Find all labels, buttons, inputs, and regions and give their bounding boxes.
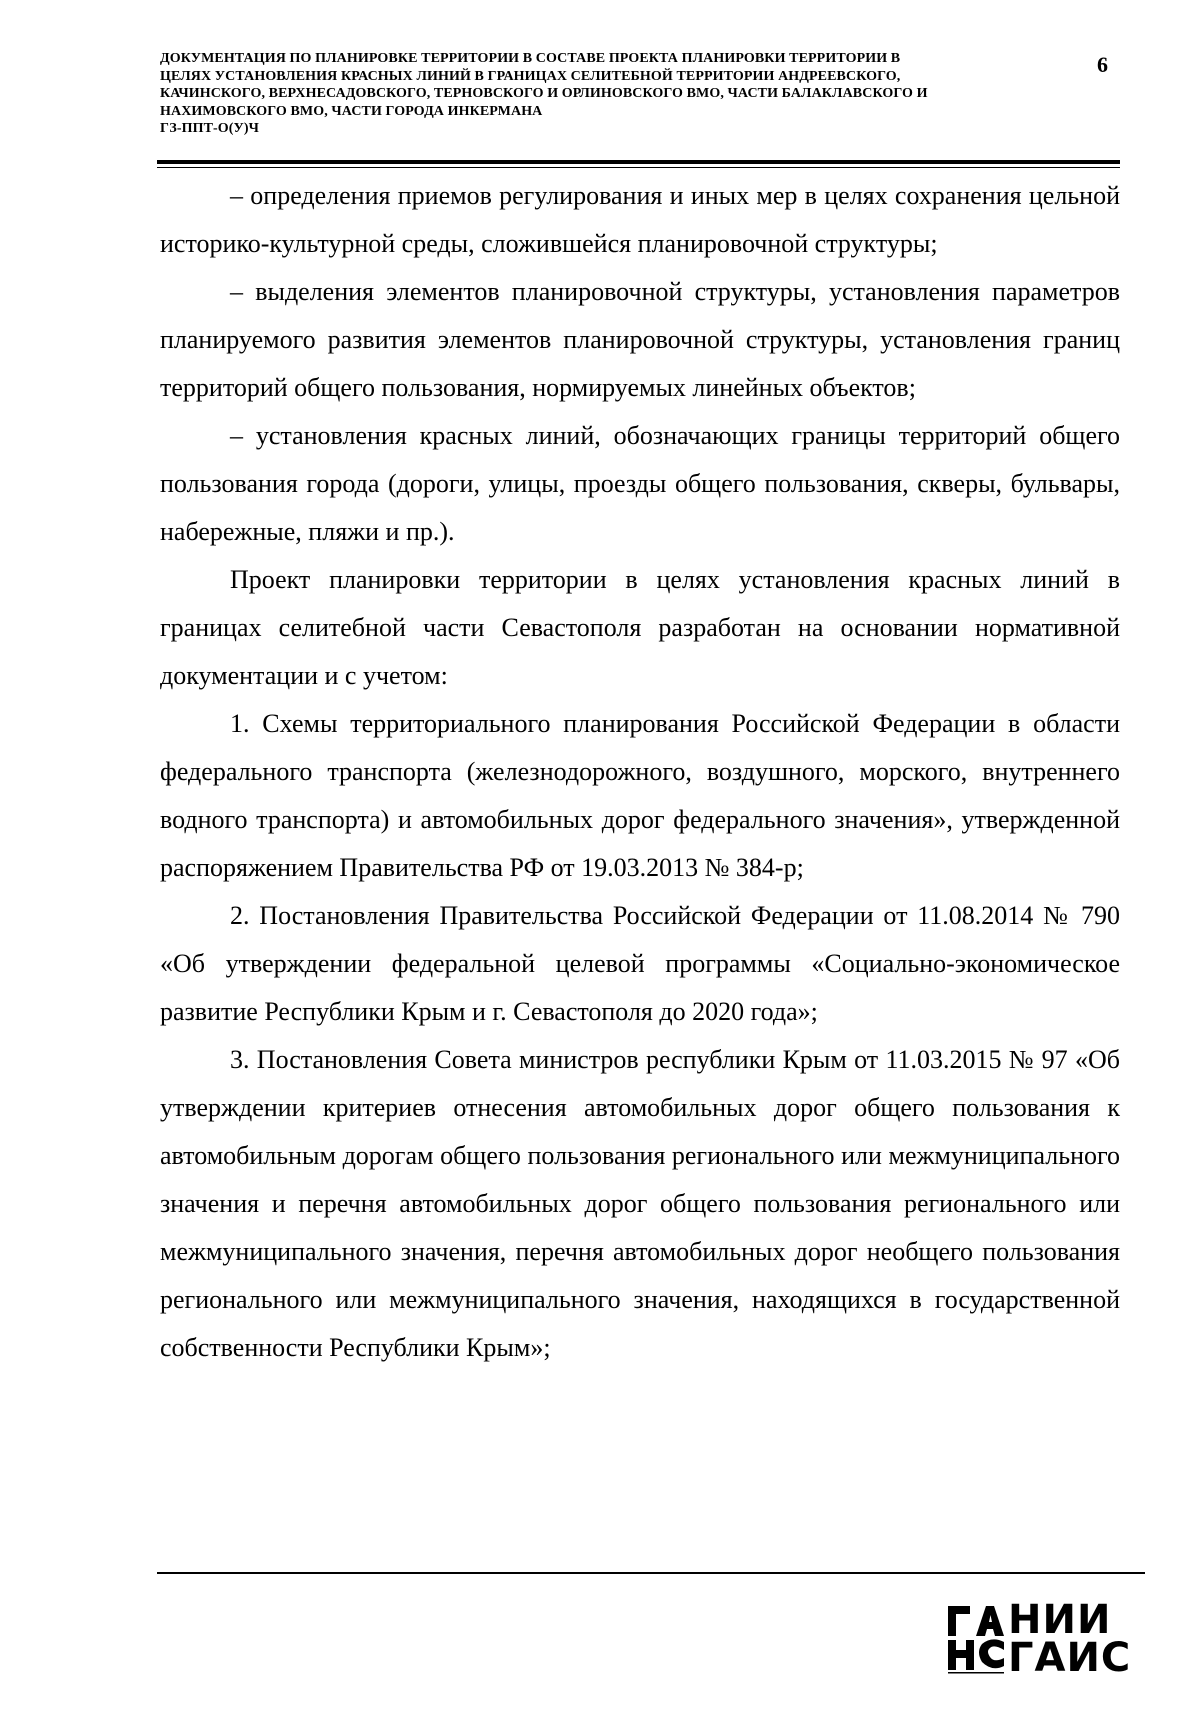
paragraph-2: – выделения элементов планировочной структуры, установления параметров планируемого развития элементов планировочной структуры, установления границ территорий общего пользования, нормируемых линейных объектов; (160, 277, 1120, 402)
page-number: 6 (1097, 52, 1108, 77)
paragraph-6: 2. Постановления Правительства Российской Федерации от 11.08.2014 № 790 «Об утверждении федеральной целевой программы «Социально-экономическое развитие Республики Крым и г. Севастополя до 2020 года»; (160, 901, 1120, 1026)
document-body (160, 172, 1120, 1372)
paragraph-1: – определения приемов регулирования и иных мер в целях сохранения цельной историко-культурной среды, сложившейся планировочной структуры; (160, 181, 1120, 258)
logo-text-gais: ГАИС (1008, 1635, 1132, 1681)
paragraph-3: – установления красных линий, обозначающих границы территорий общего пользования города (дороги, улицы, проезды общего пользования, скверы, бульвары, набережные, пляжи и пр.). (160, 421, 1120, 546)
nii-gais-logo (946, 1597, 1146, 1681)
paragraph-5: 1. Схемы территориального планирования Российской Федерации в области федерального транспорта (железнодорожного, воздушного, морского, внутреннего водного транспорта) и автомобильных дорог федерального значения», утвержденной распоряжением Правительства РФ от 19.03.2013 № 384-р; (160, 709, 1120, 882)
header-divider (157, 160, 1120, 164)
paragraph-4: Проект планировки территории в целях установления красных линий в границах селитебной части Севастополя разработан на основании нормативной документации и с учетом: (160, 565, 1120, 690)
nii-gais-emblem-icon (946, 1602, 1004, 1676)
footer-divider (157, 1572, 1145, 1574)
paragraph-7: 3. Постановления Совета министров республики Крым от 11.03.2015 № 97 «Об утверждении критериев отнесения автомобильных дорог общего пользования к автомобильным дорогам общего пользования регионального или межмуниципального значения и перечня автомобильных дорог общего пользования регионального или межмуниципального значения, перечня автомобильных дорог необщего пользования регионального или межмуниципального значения, находящихся в государственной собственности Республики Крым»; (160, 1045, 1120, 1362)
document-header-title: ДОКУМЕНТАЦИЯ ПО ПЛАНИРОВКЕ ТЕРРИТОРИИ В СОСТАВЕ ПРОЕКТА ПЛАНИРОВКИ ТЕРРИТОРИИ В ЦЕЛЯХ УСТАНОВЛЕНИЯ КРАСНЫХ ЛИНИЙ В ГРАНИЦАХ СЕЛИТЕБНОЙ ТЕРРИТОРИИ АНДРЕЕВСКОГО, КАЧИНСКОГО, ВЕРХНЕСАДОВСКОГО, ТЕРНОВСКОГО И ОРЛИНОВСКОГО ВМО, ЧАСТИ БАЛАКЛАВСКОГО И НАХИМОВСКОГО ВМО, ЧАСТИ ГОРОДА ИНКЕРМАНА ГЗ-ППТ-О(У)Ч (160, 51, 928, 136)
logo-text-nii: НИИ (1008, 1597, 1112, 1643)
